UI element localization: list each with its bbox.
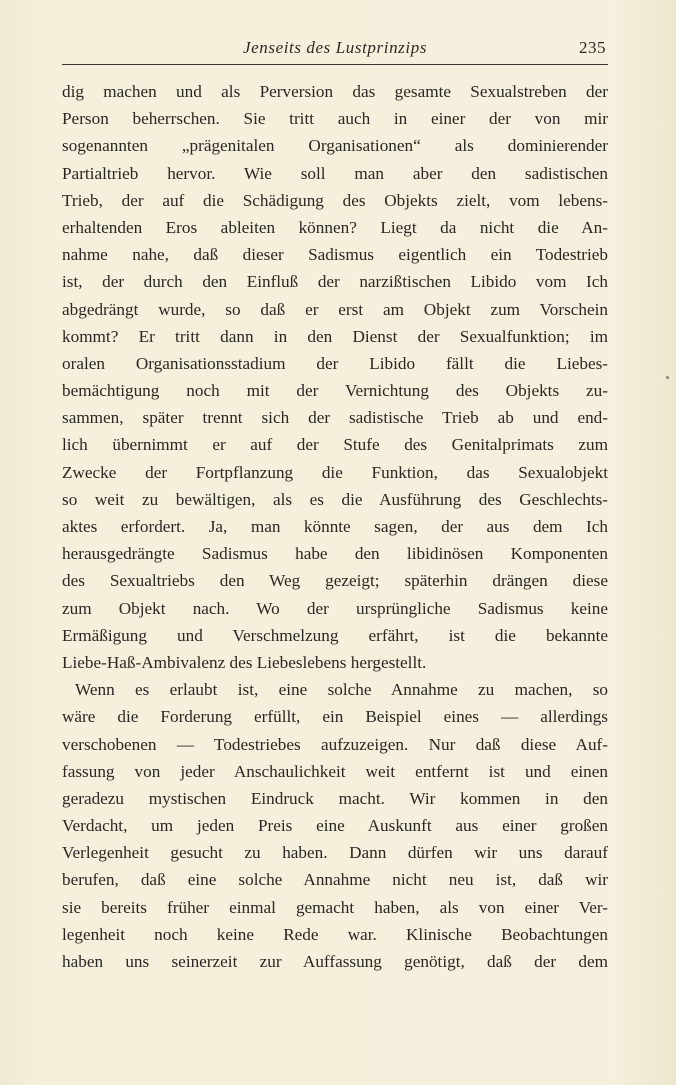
paragraph: [62, 676, 608, 975]
text-line: legenheit noch keine Rede war. Klinische Beobachtungen: [62, 924, 608, 944]
text-line: kommt? Er tritt dann in den Dienst der Sexualfunktion; im: [62, 326, 608, 346]
text-line: haben uns seinerzeit zur Auffassung genötigt, daß der dem: [62, 952, 608, 971]
text-line: bemächtigung noch mit der Vernichtung des Objekts zu-: [62, 381, 608, 401]
paper-speck: [666, 376, 669, 379]
page-header: [62, 38, 608, 64]
text-line: fassung von jeder Anschaulichkeit weit entfernt ist und einen: [62, 761, 608, 781]
text-line: Wenn es erlaubt ist, eine solche Annahme zu machen, so: [75, 680, 608, 700]
text-line: Verdacht, um jeden Preis eine Auskunft aus einer großen: [62, 816, 608, 836]
text-line: dig machen und als Perversion das gesamte Sexualstreben der: [62, 82, 608, 101]
text-line: geradezu mystischen Eindruck macht. Wir kommen in den: [62, 788, 608, 808]
paragraph: [62, 78, 608, 676]
text-line: wäre die Forderung erfüllt, ein Beispiel eines — allerdings: [62, 707, 608, 727]
text-line: sogenannten „prägenitalen Organisationen“ als dominierender: [62, 136, 608, 156]
text-line: berufen, daß eine solche Annahme nicht neu ist, daß wir: [62, 870, 608, 890]
header-rule: [62, 64, 608, 65]
text-line: des Sexualtriebs den Weg gezeigt; späterhin drängen diese: [62, 571, 608, 591]
text-line: herausgedrängte Sadismus habe den libidinösen Komponenten: [62, 544, 608, 564]
running-title: Jenseits des Lustprinzips: [242, 38, 428, 57]
text-line: oralen Organisationsstadium der Libido fällt die Liebes-: [62, 353, 608, 373]
text-line: erhaltenden Eros ableiten können? Liegt da nicht die An-: [62, 217, 608, 237]
body-text: [62, 78, 608, 975]
text-line: Person beherrschen. Sie tritt auch in einer der von mir: [62, 109, 608, 129]
text-line: lich übernimmt er auf der Stufe des Genitalprimats zum: [62, 435, 608, 455]
text-line: aktes erfordert. Ja, man könnte sagen, der aus dem Ich: [62, 517, 608, 536]
text-line: Zwecke der Fortpflanzung die Funktion, das Sexualobjekt: [62, 462, 608, 482]
text-line: Ermäßigung und Verschmelzung erfährt, ist die bekannte: [62, 625, 608, 645]
text-line: Verlegenheit gesucht zu haben. Dann dürfen wir uns darauf: [62, 843, 608, 863]
text-line: abgedrängt wurde, so daß er erst am Objekt zum Vorschein: [62, 299, 608, 319]
text-line: so weit zu bewältigen, als es die Ausführung des Geschlechts-: [62, 489, 608, 509]
text-line: Trieb, der auf die Schädigung des Objekts zielt, vom lebens-: [62, 190, 608, 210]
text-line: nahme nahe, daß dieser Sadismus eigentlich ein Todestrieb: [62, 245, 608, 265]
page-number: 235: [579, 38, 606, 57]
text-line: verschobenen — Todestriebes aufzuzeigen. Nur daß diese Auf-: [62, 734, 608, 754]
text-line: zum Objekt nach. Wo der ursprüngliche Sadismus keine: [62, 598, 608, 618]
text-line: ist, der durch den Einfluß der narzißtischen Libido vom Ich: [62, 272, 608, 292]
text-line: sammen, später trennt sich der sadistische Trieb ab und end-: [62, 408, 608, 428]
text-line: Partialtrieb hervor. Wie soll man aber den sadistischen: [62, 163, 608, 183]
text-line: sie bereits früher einmal gemacht haben, als von einer Ver-: [62, 897, 608, 917]
text-line: Liebe-Haß-Ambivalenz des Liebeslebens hergestellt.: [62, 652, 427, 672]
